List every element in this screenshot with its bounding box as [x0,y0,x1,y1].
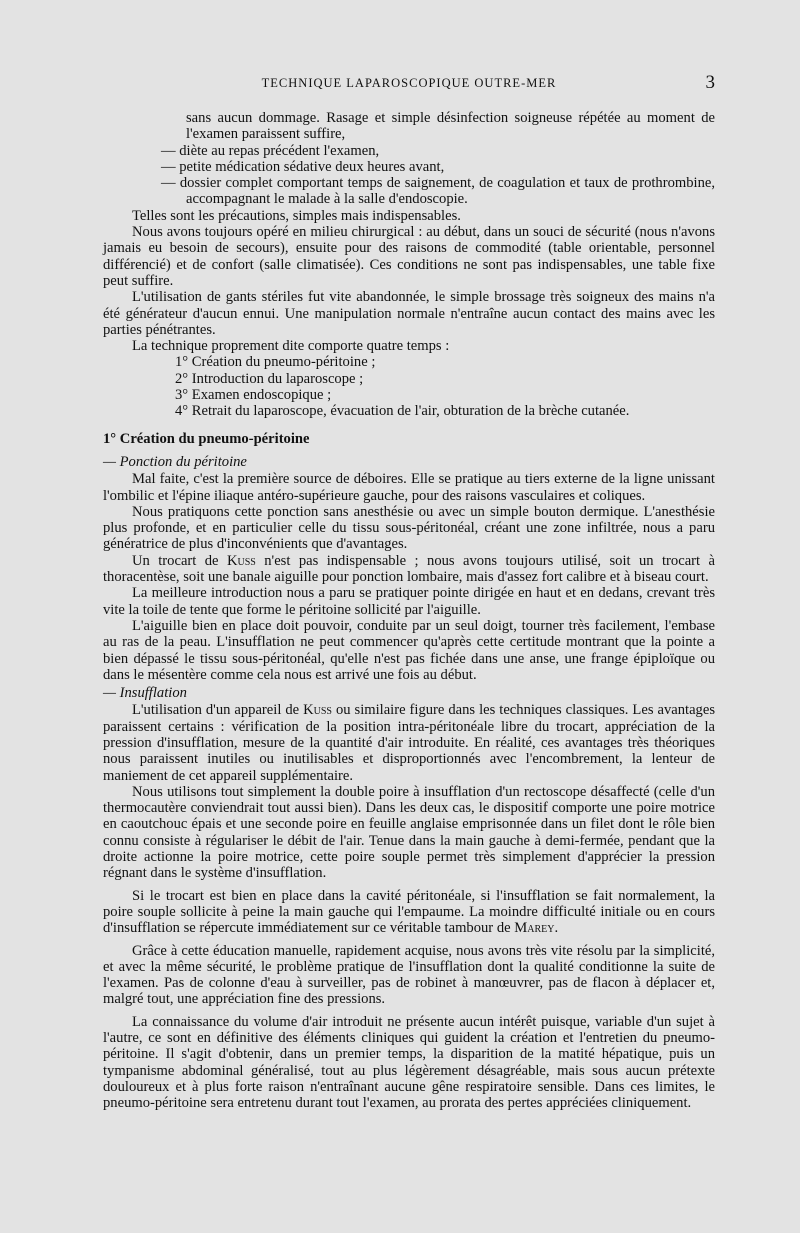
paragraph-introduction: La meilleure introduction nous a paru se pratiquer pointe dirigée en haut et en dedans, crevant très vite la toile de tente que forme le péritoine sollicité par l'aiguille. [103,585,715,618]
paragraph-continuation: sans aucun dommage. Rasage et simple désinfection soigneuse répétée au moment de l'examen paraissent suffire, [186,110,715,143]
paragraph-gloves: L'utilisation de gants stériles fut vite abandonnée, le simple brossage très soigneux des mains n'a été générateur d'aucun ennui. Une manipulation normale n'entraîne aucun contact des mains avec les parties pénétrantes. [103,289,715,338]
paragraph-anesthesia: Nous pratiquons cette ponction sans anesthésie ou avec un simple bouton dermique. L'anesthésie plus profonde, et en particulier celle du tissu sous-péritonéal, créant une zone infiltrée, nous a paru génératrice de plus d'inconvénients que d'avantages. [103,503,715,553]
dash-item-sedation: — petite médication sédative deux heures avant, [161,158,445,175]
step-item-4: 4° Retrait du laparoscope, évacuation de l'air, obturation de la brèche cutanée. [175,403,630,420]
dash-item-diet: — diète au repas précédent l'examen, [161,142,380,159]
subheading-ponction: — Ponction du péritoine [103,453,247,470]
text-fragment: Un trocart de [132,552,227,569]
paragraph-precautions: Telles sont les précautions, simples mais indispensables. [132,207,461,224]
text-fragment: Si le trocart est bien en place dans la cavité péritonéale, si l'insufflation se fait normalement, la poire souple sollicite à peine la main gauche qui l'empaume. La moindre difficulté initiale ou en cours d'insufflation se répercute immédiatement sur ce véritable tambour de [103,887,715,937]
subheading-insufflation: — Insufflation [103,685,187,702]
text-fragment: L'utilisation d'un appareil de [132,702,304,719]
text-fragment: n'est pas indispensable ; nous avons toujours utilisé, soit un trocart à thoracentèse, soit une banale aiguille pour ponction lombaire, mais d'assez fort calibre et à biseau court. [103,552,715,586]
page-number: 3 [705,72,715,93]
paragraph-double-bulb: Nous utilisons tout simplement la double poire à insufflation d'un rectoscope désaffecté (celle d'un thermocautère conviendrait tout aussi bien). Dans les deux cas, le dispositif comporte une poire motrice en caoutchouc épais et une seconde poire en feuille anglaise emprisonnée dans un filet dont le rôle bien connu consiste à régulariser le débit de l'air. Tenue dans la main gauche à demi-fermée, pendant que la droite actionne la poire motrice, cette poire souple permet très simplement d'apprécier la pression régnant dans le système d'insufflation. [103,783,715,882]
paragraph-trocart [103,553,715,586]
section-heading: 1° Création du pneumo-péritoine [103,430,310,447]
author-name-kuss: Kuss [226,552,256,569]
author-name-marey: Marey [514,920,555,937]
article-body [103,110,715,1112]
paragraph-ponction-site: Mal faite, c'est la première source de déboires. Elle se pratique au tiers externe de la ligne unissant l'ombilic et l'épine iliaque antéro-supérieure gauche, pour des raisons vasculaires et coliques. [103,471,715,504]
paragraph-surgical-setting: Nous avons toujours opéré en milieu chirurgical : au début, dans un souci de sécurité (nous n'avons jamais eu besoin de secours), ensuite pour des raisons de commodité (table orientable, personnel différencié) et de confort (salle climatisée). Ces conditions ne sont pas indispensables, une table fixe peut suffire. [103,224,715,289]
paragraph-technique-intro: La technique proprement dite comporte quatre temps : [132,338,450,355]
dash-item-dossier: — dossier complet comportant temps de saignement, de coagulation et taux de prothrombine, accompagnant le malade à la salle d'endoscopie. [161,175,715,208]
paragraph-needle-placement: L'aiguille bien en place doit pouvoir, conduite par un seul doigt, tourner très facilement, l'embase au ras de la peau. L'insufflation ne peut commencer qu'après cette certitude montrant que la pointe a bien dépassé le tissu sous-péritonéal, qu'elle n'est pas fichée dans une anse, une frange épiploïque ou dans le mésentère comme cela nous est arrivé une fois au début. [103,617,715,683]
step-item-1: 1° Création du pneumo-péritoine ; [175,354,376,371]
step-item-3: 3° Examen endoscopique ; [175,387,332,404]
paragraph-air-volume: La connaissance du volume d'air introduit ne présente aucun intérêt puisque, variable d'un sujet à l'autre, ce sont en définitive des éléments cliniques qui guident la création et l'entretien du pneumo-péritoine. Il s'agit d'obtenir, dans un premier temps, la disparition de la matité hépatique, puis un tympanisme abdominal généralisé, tout au plus légèrement désagréable, mais sous aucun prétexte douloureux et à plus forte raison n'entraînant aucune gêne respiratoire sensible. Dans ces limites, le pneumo-péritoine sera entretenu durant tout l'examen, au prorata des pertes appréciées cliniquement. [103,1013,715,1112]
running-title: TECHNIQUE LAPAROSCOPIQUE OUTRE-MER [261,76,557,90]
paragraph-manual-education: Grâce à cette éducation manuelle, rapidement acquise, nous avons très vite résolu par la simplicité, et avec la même sécurité, le problème pratique de l'insufflation dont la qualité conditionne la suite de l'examen. Pas de colonne d'eau à surveiller, pas de robinet à manœuvrer, pas de flacon à déplacer et, malgré tout, une appréciation fine des pressions. [103,942,715,1008]
paragraph-kuss-apparatus [103,702,715,783]
author-name-kuss: Kuss [303,702,332,719]
running-header [103,74,715,92]
paragraph-marey [103,888,715,937]
text-fragment: ou similaire figure dans les techniques classiques. Les avantages paraissent certains : vérification de la position intra-péritonéale libre du trocart, appréciation de la pression d'insufflation, mesure de la quantité d'air introduite. En réalité, ces avantages très théoriques nous paraissent inutiles ou inutilisables et disproportionnés avec l'encombrement, la lenteur de maniement de cet appareil supplémentaire. [103,702,715,784]
step-item-2: 2° Introduction du laparoscope ; [175,370,364,387]
text-fragment: . [554,920,559,937]
